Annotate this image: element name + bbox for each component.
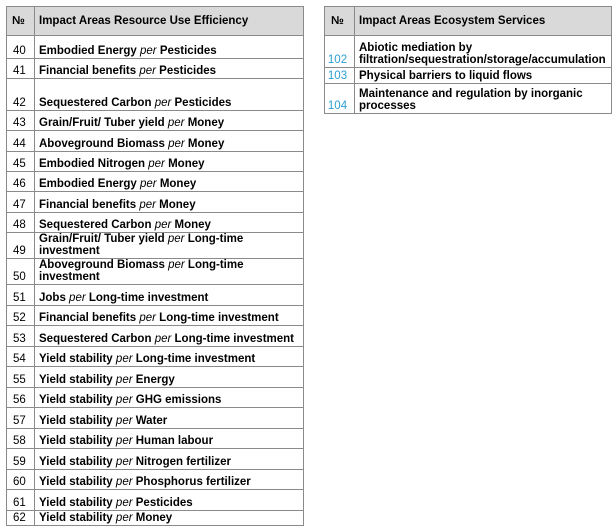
table-row [7,306,304,326]
row-number: 43 [7,111,35,131]
per-word: per [167,117,185,129]
row-number-link[interactable]: 104 [325,84,355,114]
indicator-name: Sequestered Carbon [39,333,152,345]
indicator-name: Jobs [39,292,66,304]
table-row [7,511,304,526]
indicator-name: Financial benefits [39,199,137,211]
table-header-row [325,7,612,36]
per-word: per [148,158,165,170]
table-row [7,131,304,152]
per-word: per [154,219,172,231]
resource-name: Pesticides [135,497,193,509]
per-word: per [115,497,133,509]
table-row [7,285,304,306]
indicator-name: Yield stability [39,456,113,468]
impact-area-cell [35,192,304,213]
impact-area-cell [35,306,304,326]
table-row [325,84,612,114]
row-number: 46 [7,172,35,192]
resource-name: GHG emissions [135,394,222,406]
impact-area-cell [35,131,304,152]
row-number: 54 [7,347,35,367]
indicator-name: Yield stability [39,353,113,365]
resource-name: Money [187,138,225,150]
resource-name: Money [168,158,205,170]
impact-area-cell [35,449,304,470]
impact-area-cell [35,490,304,511]
indicator-name: Yield stability [39,476,113,488]
row-number: 57 [7,408,35,429]
indicator-name: Yield stability [39,415,113,427]
row-number: 55 [7,367,35,388]
resource-name: Pesticides [174,97,232,109]
indicator-name: Yield stability [39,394,113,406]
impact-area-cell [35,36,304,59]
row-number: 62 [7,511,35,526]
table-row [7,367,304,388]
per-word: per [115,394,133,406]
per-word: per [69,292,86,304]
table-row [7,347,304,367]
resource-name: Long-time investment [39,233,244,257]
row-number: 45 [7,152,35,172]
impact-area-cell [35,259,304,285]
per-word: per [139,312,156,324]
impact-area-cell [35,367,304,388]
indicator-name: Aboveground Biomass [39,138,165,150]
row-number-link[interactable]: 103 [325,68,355,84]
table-row [7,172,304,192]
resource-name: Water [135,415,168,427]
table-row [7,233,304,259]
indicator-name: Grain/Fruit/ Tuber yield [39,233,165,245]
row-number: 44 [7,131,35,152]
table-row [7,408,304,429]
table-row [7,326,304,347]
table-row [325,36,612,68]
per-word: per [115,456,133,468]
table-row [7,470,304,490]
impact-area-cell [35,79,304,111]
per-word: per [115,374,133,386]
row-number: 49 [7,233,35,259]
table-row [7,79,304,111]
per-word: per [115,512,133,524]
table-row [7,213,304,233]
table-row [7,490,304,511]
row-number: 40 [7,36,35,59]
row-number: 47 [7,192,35,213]
indicator-name: Financial benefits [39,312,137,324]
impact-area-cell [35,388,304,408]
table-row [7,388,304,408]
row-number: 59 [7,449,35,470]
table-header-row [7,7,304,36]
per-word: per [115,476,133,488]
impact-area-column-header: Impact Areas Resource Use Efficiency [35,7,304,36]
resource-name: Money [135,512,173,524]
indicator-name: Financial benefits [39,65,137,77]
table-row [7,259,304,285]
table-row [7,429,304,449]
table-row [325,68,612,84]
row-number-link[interactable]: 102 [325,36,355,68]
impact-area-cell [355,36,612,68]
indicator-name: Grain/Fruit/ Tuber yield [39,117,165,129]
service-name-line1: Maintenance and regulation by inorganic [359,88,583,100]
table-row [7,111,304,131]
row-number: 50 [7,259,35,285]
resource-name: Pesticides [159,65,217,77]
service-name-line1: Abiotic mediation by [359,42,473,54]
row-number: 48 [7,213,35,233]
table-row [7,36,304,59]
impact-area-column-header: Impact Areas Ecosystem Services [355,7,612,36]
per-word: per [139,199,156,211]
per-word: per [115,353,133,365]
row-number: 61 [7,490,35,511]
table-row [7,152,304,172]
service-name-line2: processes [359,100,416,112]
per-word: per [154,333,172,345]
resource-name: Human labour [135,435,214,447]
indicator-name: Aboveground Biomass [39,259,165,271]
per-word: per [168,259,185,271]
row-number: 53 [7,326,35,347]
impact-area-cell [35,172,304,192]
impact-area-cell [35,233,304,259]
impact-area-cell [35,285,304,306]
service-name-line1: Physical barriers to liquid flows [359,70,533,82]
row-number: 51 [7,285,35,306]
resource-name: Phosphorus fertilizer [135,476,251,488]
resource-name: Long-time investment [135,353,256,365]
impact-area-cell [35,152,304,172]
resource-name: Pesticides [159,45,217,57]
number-column-header: № [325,7,355,36]
row-number: 58 [7,429,35,449]
indicator-name: Sequestered Carbon [39,219,152,231]
resource-name: Long-time investment [174,333,294,345]
impact-area-cell [355,68,612,84]
table-row [7,449,304,470]
indicator-name: Sequestered Carbon [39,97,152,109]
row-number: 42 [7,79,35,111]
indicator-name: Embodied Energy [39,178,137,190]
impact-area-cell [35,59,304,79]
resource-name: Money [159,178,197,190]
resource-name: Long-time investment [159,312,279,324]
per-word: per [139,178,157,190]
impact-area-cell [35,347,304,367]
impact-area-cell [35,470,304,490]
resource-name: Long-time investment [88,292,209,304]
resource-name: Money [159,199,196,211]
per-word: per [115,435,133,447]
table-row [7,59,304,79]
per-word: per [139,45,157,57]
impact-area-cell [35,111,304,131]
resource-name: Money [174,219,211,231]
indicator-name: Yield stability [39,374,113,386]
number-column-header: № [7,7,35,36]
service-name-line2: filtration/sequestration/storage/accumulation [359,54,606,66]
impact-area-cell [35,213,304,233]
impact-area-cell [35,429,304,449]
table-row [7,192,304,213]
resource-name: Money [187,117,225,129]
per-word: per [168,138,185,150]
indicator-name: Embodied Nitrogen [39,158,146,170]
impact-area-cell [35,326,304,347]
impact-area-cell [355,84,612,114]
row-number: 56 [7,388,35,408]
per-word: per [154,97,172,109]
indicator-name: Yield stability [39,512,113,524]
resource-use-efficiency-table [6,6,304,526]
per-word: per [115,415,133,427]
row-number: 60 [7,470,35,490]
impact-area-cell [35,511,304,526]
indicator-name: Yield stability [39,497,113,509]
ecosystem-services-table [324,6,612,114]
resource-name: Nitrogen fertilizer [135,456,231,468]
per-word: per [139,65,156,77]
row-number: 52 [7,306,35,326]
indicator-name: Embodied Energy [39,45,137,57]
row-number: 41 [7,59,35,79]
per-word: per [167,233,185,245]
resource-name: Energy [135,374,175,386]
indicator-name: Yield stability [39,435,113,447]
resource-name: Long-time investment [39,259,244,283]
impact-area-cell [35,408,304,429]
